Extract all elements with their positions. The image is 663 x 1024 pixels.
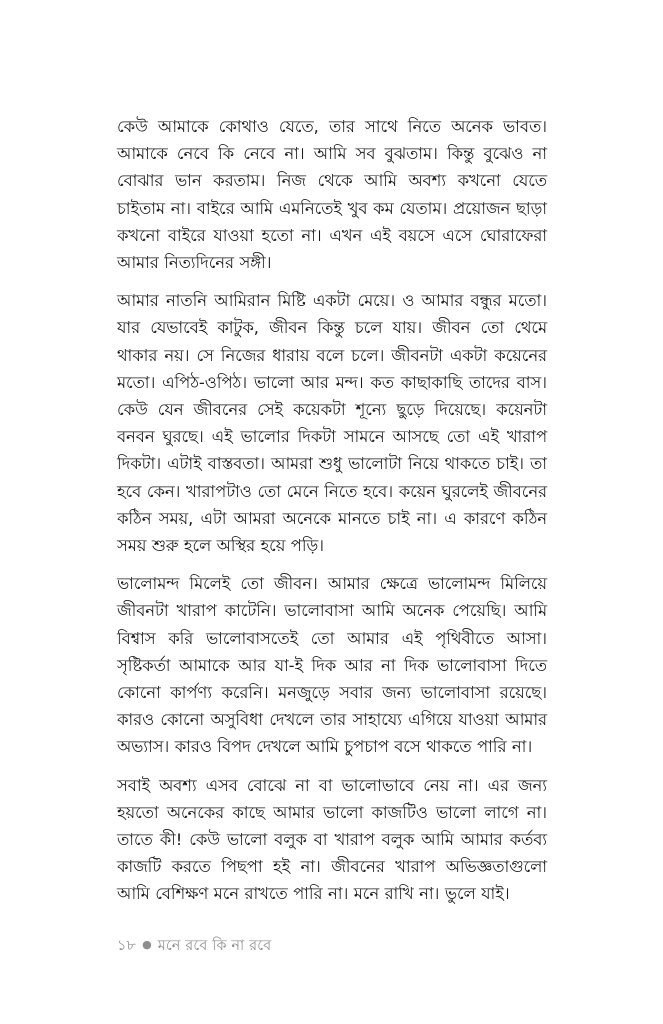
page-number: ১৮ xyxy=(117,938,137,954)
paragraph-4: সবাই অবশ্য এসব বোঝে না বা ভালোভাবে নেয় না। এর জন্য হয়তো অনেকের কাছে আমার ভালো কাজটিও ভালো লাগে না। তাতে কী! কেউ ভালো বলুক বা খারাপ বলুক আমি আমার কর্তব্য কাজটি করতে পিছপা হই না। জীবনের খারাপ অভিজ্ঞতাগুলো আমি বেশিক্ষণ মনে রাখতে পারি না। মনে রাখি না। ভুলে যাই। xyxy=(117,775,547,904)
page-footer xyxy=(117,936,271,957)
page-body-text xyxy=(117,113,547,908)
paragraph-3: ভালোমন্দ মিলেই তো জীবন। আমার ক্ষেত্রে ভালোমন্দ মিলিয়ে জীবনটা খারাপ কাটেনি। ভালোবাসা আমি অনেক পেয়েছি। আমি বিশ্বাস করি ভালোবাসতেই তো আমার এই পৃথিবীতে আসা। সৃষ্টিকর্তা আমাকে আর যা-ই দিক আর না দিক ভালোবাসা দিতে কোনো কার্পণ্য করেনি। মনজুড়ে সবার জন্য ভালোবাসা রয়েছে। কারও কোনো অসুবিধা দেখলে তার সাহায্যে এগিয়ে যাওয়া আমার অভ্যাস। কারও বিপদ দেখলে আমি চুপচাপ বসে থাকতে পারি না। xyxy=(117,574,547,757)
bullet-separator-icon: ● xyxy=(142,938,152,951)
paragraph-2: আমার নাতনি আমিরান মিষ্টি একটা মেয়ে। ও আমার বন্ধুর মতো। যার যেভাবেই কাটুক, জীবন কিন্তু চলে যায়। জীবন তো থেমে থাকার নয়। সে নিজের ধারায় বলে চলে। জীবনটা একটা কয়েনের মতো। এপিঠ-ওপিঠ। ভালো আর মন্দ। কত কাছাকাছি তাদের বাস। কেউ যেন জীবনের সেই কয়েকটা শূন্যে ছুড়ে দিয়েছে। কয়েনটা বনবন ঘুরছে। এই ভালোর দিকটা সামনে আসছে তো এই খারাপ দিকটা। এটাই বাস্তবতা। আমরা শুধু ভালোটা নিয়ে থাকতে চাই। তা হবে কেন। খারাপটাও তো মেনে নিতে হবে। কয়েন ঘুরলেই জীবনের কঠিন সময়, এটা আমরা অনেকে মানতে চাই না। এ কারণে কঠিন সময় শুরু হলে অস্থির হয়ে পড়ি। xyxy=(117,291,547,556)
paragraph-1: কেউ আমাকে কোথাও যেতে, তার সাথে নিতে অনেক ভাবত। আমাকে নেবে কি নেবে না। আমি সব বুঝতাম। কিন্তু বুঝেও না বোঝার ভান করতাম। নিজ থেকে আমি অবশ্য কখনো যেতে চাইতাম না। বাইরে আমি এমনিতেই খুব কম যেতাম। প্রয়োজন ছাড়া কখনো বাইরে যাওয়া হতো না। এখন এই বয়সে এসে ঘোরাফেরা আমার নিত্যদিনের সঙ্গী। xyxy=(117,117,547,273)
book-title: মনে রবে কি না রবে xyxy=(157,938,272,954)
